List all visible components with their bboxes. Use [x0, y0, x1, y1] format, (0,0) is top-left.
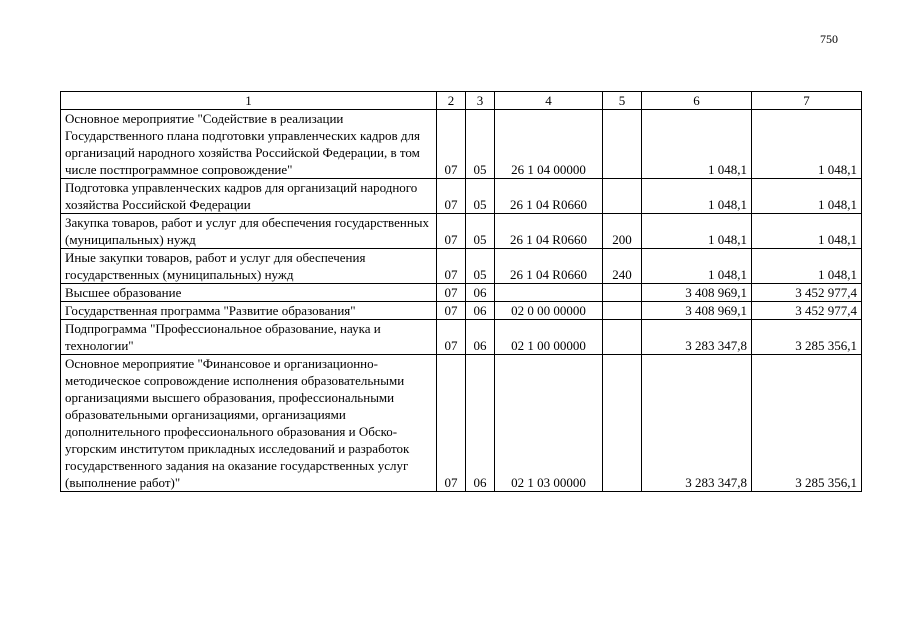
row-subsection: 05 [466, 214, 495, 249]
row-value-2: 3 285 356,1 [752, 320, 862, 355]
row-name: Иные закупки товаров, работ и услуг для обеспечения государственных (муниципальных) нужд [61, 249, 437, 284]
row-subsection: 06 [466, 355, 495, 492]
row-name: Высшее образование [61, 284, 437, 302]
row-subsection: 06 [466, 284, 495, 302]
header-col-4: 4 [495, 92, 603, 110]
row-target-code: 26 1 04 00000 [495, 110, 603, 179]
row-section: 07 [437, 302, 466, 320]
row-value-2: 3 452 977,4 [752, 302, 862, 320]
budget-table [60, 91, 862, 492]
table-row [61, 214, 862, 249]
header-col-3: 3 [466, 92, 495, 110]
row-name: Основное мероприятие "Финансовое и организационно-методическое сопровождение исполнения образовательными организациями высшего образования, профессиональными образовательными организациями, организациями дополнительного профессионального образования и Обско-угорским институтом прикладных исследований и разработок государственного задания на оказание государственных услуг (выполнение работ)" [61, 355, 437, 492]
row-expense-type [603, 284, 642, 302]
table-row [61, 355, 862, 492]
row-name: Основное мероприятие "Содействие в реализации Государственного плана подготовки управленческих кадров для организаций народного хозяйства Российской Федерации, в том числе постпрограммное сопровождение" [61, 110, 437, 179]
row-target-code: 26 1 04 R0660 [495, 249, 603, 284]
row-subsection: 06 [466, 302, 495, 320]
row-target-code: 02 1 03 00000 [495, 355, 603, 492]
table-row [61, 179, 862, 214]
row-name: Подпрограмма "Профессиональное образование, наука и технологии" [61, 320, 437, 355]
table-row [61, 284, 862, 302]
row-section: 07 [437, 214, 466, 249]
row-expense-type [603, 110, 642, 179]
row-section: 07 [437, 320, 466, 355]
row-target-code [495, 284, 603, 302]
header-col-6: 6 [642, 92, 752, 110]
row-section: 07 [437, 110, 466, 179]
table-row [61, 110, 862, 179]
row-value-2: 1 048,1 [752, 214, 862, 249]
row-subsection: 05 [466, 110, 495, 179]
row-expense-type: 240 [603, 249, 642, 284]
table-row [61, 249, 862, 284]
row-value-1: 1 048,1 [642, 214, 752, 249]
row-target-code: 02 1 00 00000 [495, 320, 603, 355]
row-value-1: 3 283 347,8 [642, 320, 752, 355]
header-col-1: 1 [61, 92, 437, 110]
row-expense-type [603, 179, 642, 214]
row-section: 07 [437, 284, 466, 302]
row-value-1: 3 408 969,1 [642, 284, 752, 302]
page-number: 750 [820, 32, 838, 46]
row-expense-type [603, 302, 642, 320]
row-name: Закупка товаров, работ и услуг для обеспечения государственных (муниципальных) нужд [61, 214, 437, 249]
row-expense-type [603, 320, 642, 355]
row-value-1: 1 048,1 [642, 179, 752, 214]
header-col-7: 7 [752, 92, 862, 110]
row-section: 07 [437, 249, 466, 284]
row-subsection: 05 [466, 179, 495, 214]
row-value-2: 3 285 356,1 [752, 355, 862, 492]
row-value-1: 3 283 347,8 [642, 355, 752, 492]
row-expense-type: 200 [603, 214, 642, 249]
row-name: Государственная программа "Развитие образования" [61, 302, 437, 320]
header-col-2: 2 [437, 92, 466, 110]
header-row [61, 92, 862, 110]
table-row [61, 302, 862, 320]
row-section: 07 [437, 355, 466, 492]
row-target-code: 26 1 04 R0660 [495, 179, 603, 214]
row-value-1: 1 048,1 [642, 249, 752, 284]
row-value-2: 1 048,1 [752, 110, 862, 179]
row-target-code: 02 0 00 00000 [495, 302, 603, 320]
header-col-5: 5 [603, 92, 642, 110]
row-target-code: 26 1 04 R0660 [495, 214, 603, 249]
row-subsection: 05 [466, 249, 495, 284]
table-row [61, 320, 862, 355]
row-value-1: 3 408 969,1 [642, 302, 752, 320]
row-section: 07 [437, 179, 466, 214]
row-value-2: 1 048,1 [752, 179, 862, 214]
row-value-2: 1 048,1 [752, 249, 862, 284]
row-expense-type [603, 355, 642, 492]
row-name: Подготовка управленческих кадров для организаций народного хозяйства Российской Федерации [61, 179, 437, 214]
row-value-2: 3 452 977,4 [752, 284, 862, 302]
row-value-1: 1 048,1 [642, 110, 752, 179]
row-subsection: 06 [466, 320, 495, 355]
